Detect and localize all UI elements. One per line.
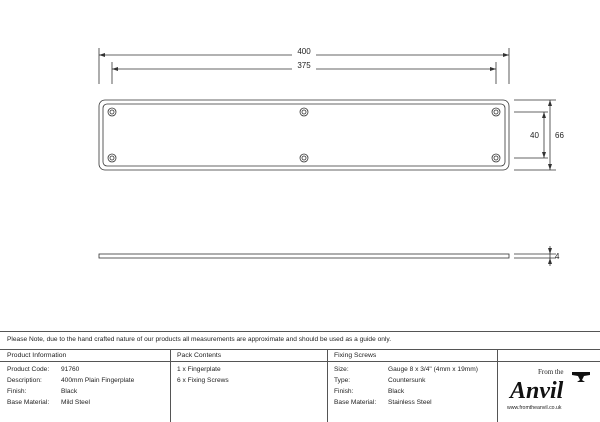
row-label: Size: bbox=[334, 366, 349, 373]
screw-holes bbox=[108, 108, 500, 162]
row-label: Base Material: bbox=[7, 399, 50, 406]
row-value: Black bbox=[388, 388, 405, 395]
row-label: Base Material: bbox=[334, 399, 377, 406]
logo-tagline: From the bbox=[538, 368, 564, 376]
from-the-anvil-logo bbox=[506, 364, 596, 420]
pack-contents-title: Pack Contents bbox=[177, 352, 222, 359]
row-value: Black bbox=[61, 388, 78, 395]
dim-hole-vertical: 40 bbox=[530, 131, 539, 140]
panel-header-rule bbox=[0, 349, 600, 350]
pack-item: 6 x Fixing Screws bbox=[177, 377, 229, 384]
column-divider bbox=[497, 349, 498, 422]
column-divider bbox=[170, 349, 171, 422]
anvil-icon bbox=[572, 372, 590, 382]
fixing-screws-title: Fixing Screws bbox=[334, 352, 377, 359]
logo-url: www.fromtheanvil.co.uk bbox=[507, 405, 562, 411]
row-label: Description: bbox=[7, 377, 42, 384]
panel-title-rule bbox=[0, 361, 600, 362]
pack-item: 1 x Fingerplate bbox=[177, 366, 221, 373]
row-value: Countersunk bbox=[388, 377, 426, 384]
screw-hole bbox=[492, 154, 500, 162]
screw-hole bbox=[108, 108, 116, 116]
row-label: Product Code: bbox=[7, 366, 50, 373]
dim-thickness: 4 bbox=[555, 252, 560, 261]
dim-overall-width: 400 bbox=[297, 47, 311, 56]
row-value: 400mm Plain Fingerplate bbox=[61, 377, 135, 384]
column-divider bbox=[327, 349, 328, 422]
dim-hole-spacing: 375 bbox=[297, 61, 311, 70]
row-label: Finish: bbox=[7, 388, 27, 395]
row-value: Mild Steel bbox=[61, 399, 90, 406]
logo-brand: Anvil bbox=[510, 378, 564, 404]
row-value: Gauge 8 x 3/4" (4mm x 19mm) bbox=[388, 366, 478, 373]
dim-overall-height: 66 bbox=[555, 131, 564, 140]
screw-hole bbox=[492, 108, 500, 116]
row-value: Stainless Steel bbox=[388, 399, 432, 406]
row-value: 91760 bbox=[61, 366, 80, 373]
fingerplate-outline bbox=[99, 100, 509, 170]
row-label: Type: bbox=[334, 377, 351, 384]
disclaimer-note: Please Note, due to the hand crafted nature of our products all measurements are approximate and should be used as a guide only. bbox=[7, 336, 392, 343]
panel-top-rule bbox=[0, 331, 600, 332]
fingerplate-side-view bbox=[99, 254, 509, 258]
fingerplate-inner-edge bbox=[103, 104, 505, 166]
row-label: Finish: bbox=[334, 388, 354, 395]
screw-hole bbox=[108, 154, 116, 162]
product-info-title: Product Information bbox=[7, 352, 67, 359]
screw-hole bbox=[300, 154, 308, 162]
screw-hole bbox=[300, 108, 308, 116]
